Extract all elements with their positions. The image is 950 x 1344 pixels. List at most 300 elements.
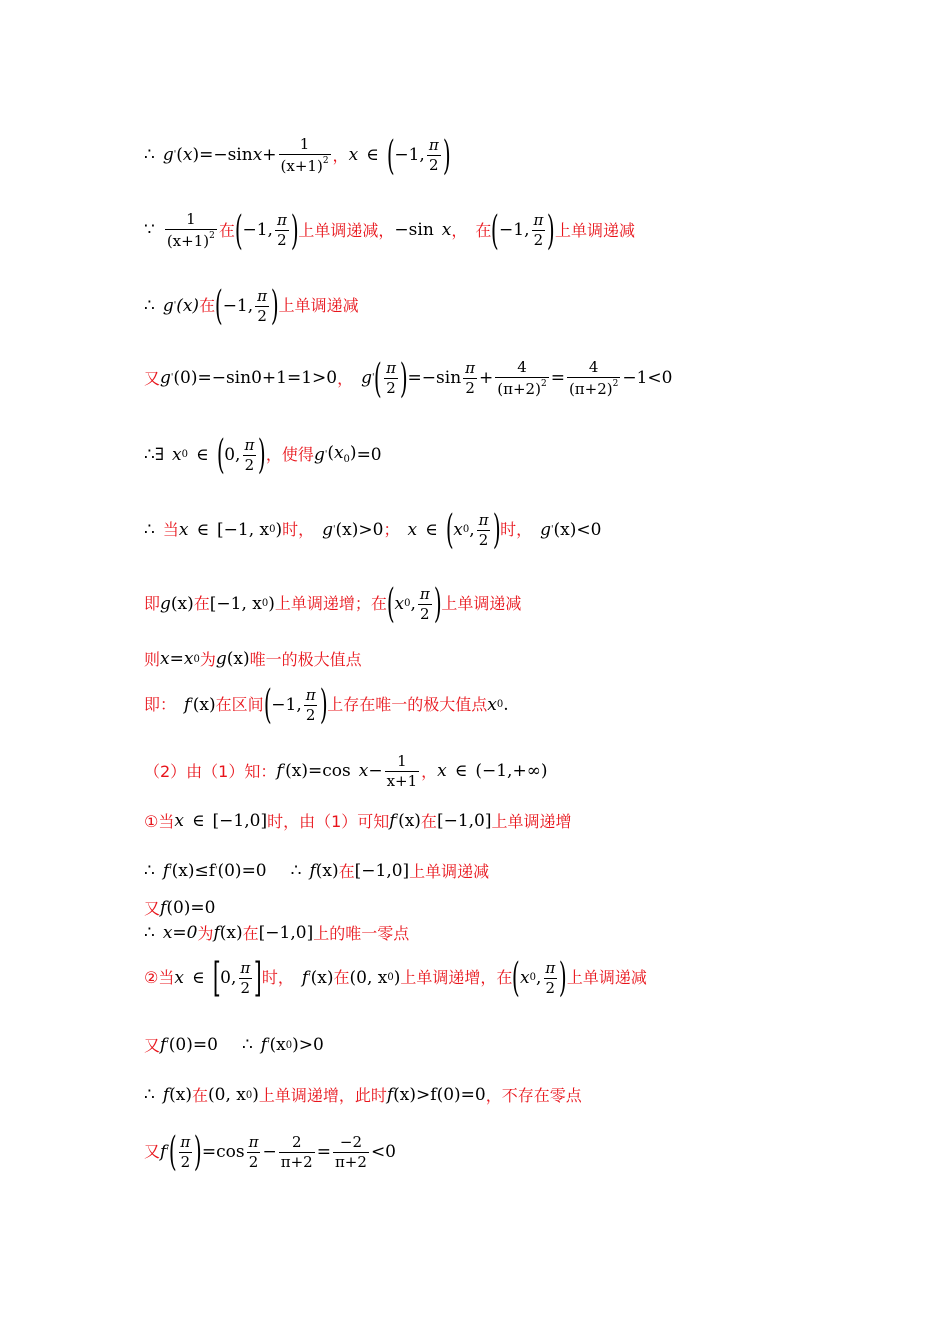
line-5	[144, 432, 382, 478]
because-symbol: ∵	[144, 220, 155, 240]
numerator: −2	[339, 1132, 362, 1151]
x: x	[178, 519, 189, 540]
fraction	[385, 754, 420, 789]
text-decreasing: 上单调递减，	[298, 220, 395, 240]
therefore-symbol: ∴	[144, 923, 155, 943]
prime: '	[166, 1146, 169, 1157]
dang: 当	[158, 811, 175, 831]
ji: 即	[144, 594, 161, 613]
plus: +	[262, 145, 277, 165]
denominator: π+2	[334, 1152, 367, 1171]
right-paren: )	[194, 1129, 202, 1175]
x: x	[174, 811, 184, 831]
text-interval: 在区间	[215, 695, 264, 714]
element-of: ∈	[196, 444, 209, 465]
x: x	[358, 761, 369, 781]
pi: π	[305, 685, 316, 704]
line-9	[144, 682, 509, 728]
right-paren: )	[399, 355, 408, 402]
paren-x: (x)	[176, 295, 200, 316]
shi: 时，	[282, 520, 315, 539]
left-paren: (	[374, 355, 383, 402]
plus: +	[479, 368, 494, 388]
zai: 在	[193, 594, 210, 613]
sub0: 0	[245, 1089, 253, 1101]
pi-over-2	[238, 958, 252, 997]
text-decreasing: 上单调递减	[278, 296, 359, 315]
two: 2	[545, 978, 556, 997]
zai: 在	[420, 811, 437, 831]
square: 2	[209, 231, 215, 241]
interval: [−1,0]	[212, 811, 268, 831]
sub0: 0	[387, 972, 394, 983]
left-paren: (	[214, 283, 223, 329]
text-increasing-here: 上单调递增，此时	[258, 1085, 387, 1105]
element-of: ∈	[191, 811, 205, 831]
left-paren: (	[216, 432, 225, 478]
pi-over-2	[427, 138, 441, 173]
shi: 时，	[261, 968, 294, 987]
right-paren: )	[319, 682, 328, 728]
line-18	[144, 1129, 396, 1175]
pi: π	[465, 359, 476, 377]
f: f	[260, 1035, 268, 1055]
prime: '	[308, 972, 311, 983]
zai: 在	[199, 296, 216, 315]
prime: '	[324, 449, 328, 460]
pi: π	[257, 286, 268, 305]
text-decreasing: 上单调递减	[566, 968, 647, 987]
fraction	[165, 212, 217, 249]
paren-x0: (x	[269, 1035, 286, 1055]
text-no-zero: ，不存在零点	[485, 1085, 582, 1105]
line-10	[144, 754, 548, 789]
two: 2	[428, 156, 439, 174]
denominator: x+1	[386, 772, 418, 790]
den-text: (π+2)	[568, 380, 613, 398]
minus-one: −1,	[394, 145, 425, 165]
interval: [−1,0]	[436, 811, 492, 831]
you: 又	[144, 368, 161, 388]
interval: (0, x	[208, 1085, 246, 1105]
two: 2	[533, 231, 544, 249]
g: g	[540, 519, 552, 540]
equals: =	[316, 1141, 331, 1162]
pi-over-2	[477, 510, 491, 549]
circled-1: ①	[144, 811, 159, 831]
line-3	[144, 283, 359, 329]
right-paren: )	[258, 432, 267, 478]
text-unique-max: 上存在唯一的极大值点	[327, 695, 488, 714]
interval: [−1, x	[217, 519, 270, 540]
pi: π	[428, 136, 439, 154]
fraction	[279, 137, 331, 174]
denominator	[495, 377, 548, 397]
tail: <0	[370, 1141, 396, 1162]
text-decreasing: 上单调递减	[441, 594, 522, 613]
minus-one: −1,	[222, 295, 254, 316]
wei: 为	[199, 649, 216, 669]
sub0: 0	[343, 454, 350, 465]
close-paren: )	[268, 593, 275, 614]
shi: 时，	[500, 520, 533, 539]
line-7: 即 g (x) 在 [−1, x 0 ) 上单调递增；在 ( x 0 , $\frac{\pi}{2}$ ) 上单调递减	[144, 581, 522, 627]
expr: (0)=0	[436, 1085, 486, 1105]
line-14	[144, 925, 409, 942]
left-bracket: [	[212, 955, 221, 1001]
pi-over-2	[242, 435, 256, 474]
semicolon: ；	[383, 520, 400, 539]
g: g	[160, 368, 171, 388]
expr: x=x	[160, 649, 194, 669]
minus: −	[262, 1141, 277, 1162]
sub0: 0	[269, 524, 276, 535]
expr: (x)>0	[335, 519, 384, 540]
numerator: 4	[517, 358, 527, 376]
g: g	[160, 593, 171, 614]
minus-one: −1,	[271, 694, 302, 715]
prime: '	[371, 373, 375, 383]
x: x	[407, 519, 418, 540]
therefore-symbol: ∴	[144, 145, 155, 165]
left-paren: (	[168, 1129, 177, 1175]
sub0: 0	[462, 524, 470, 535]
prime: '	[173, 150, 177, 160]
right-paren: )	[547, 207, 556, 254]
pi: π	[240, 958, 251, 977]
close-paren: )	[393, 967, 401, 988]
dang: 当	[158, 968, 175, 987]
pi: π	[244, 435, 255, 454]
pi-over-2	[418, 584, 432, 623]
two: 2	[277, 231, 287, 249]
you: 又	[144, 1035, 161, 1055]
two: 2	[257, 306, 267, 325]
x: x	[333, 443, 344, 463]
pi-over-2	[255, 286, 269, 325]
den-text: (π+2)	[497, 380, 541, 398]
fraction	[495, 360, 548, 397]
paren-x: (x)	[170, 593, 194, 614]
minus-one: −1,	[499, 220, 530, 240]
two: 2	[180, 1152, 191, 1171]
element-of: ∈	[366, 145, 379, 165]
expr: (0)=0	[166, 898, 216, 918]
x: x	[487, 694, 497, 715]
zai: 在	[475, 220, 492, 240]
paren-x: (x)	[176, 145, 200, 165]
pi: π	[545, 958, 556, 977]
f: f	[162, 1085, 170, 1105]
line-15: ② 当 x ∈ [ 0, $\frac{\pi}{2}$ ] 时， f ' (x) 在 (0, x 0 ) 上单调递增，在 ( x 0 , $\frac{\pi}{2}$ ) 上单调递减	[144, 955, 647, 1001]
expr: (x)>f	[393, 1085, 437, 1105]
two: 2	[244, 455, 255, 474]
therefore-symbol: ∴	[241, 1035, 253, 1055]
denominator	[165, 229, 217, 249]
close-paren: )	[275, 519, 283, 540]
prime: '	[169, 866, 172, 876]
left-paren: (	[263, 682, 272, 728]
expr-cos: (x)=cos	[285, 761, 351, 781]
zai: 在	[218, 220, 235, 240]
pi-over-2	[247, 1132, 261, 1171]
sub0: 0	[181, 449, 189, 460]
line-4	[144, 355, 673, 402]
zero: 0,	[224, 444, 241, 465]
text-max-point: 唯一的极大值点	[249, 649, 362, 669]
equals: =	[550, 368, 565, 388]
prime: '	[267, 1040, 270, 1050]
line-6: ∴ 当 x ∈ [−1, x 0 ) 时， g ' (x)>0 ； x ∈ ( x 0 , $\frac{\pi}{2}$ ) 时， g ' (x)<0	[144, 507, 602, 553]
right-paren: )	[270, 283, 279, 329]
minus: −	[368, 761, 383, 781]
prime: '	[395, 816, 399, 826]
two: 2	[465, 379, 475, 397]
text-unique-zero: 上的唯一零点	[313, 923, 410, 943]
denominator: π+2	[280, 1152, 313, 1171]
sub0: 0	[285, 1039, 293, 1051]
text-increasing: 上单调递增；在	[274, 594, 387, 613]
pi: π	[276, 211, 287, 229]
text-decreasing: 上单调递减	[554, 220, 635, 240]
comma: ，	[332, 145, 349, 165]
paren-x: (x)	[226, 649, 250, 669]
left-paren: (	[491, 207, 500, 254]
tail: −1<0	[622, 368, 673, 388]
ze: 则	[144, 649, 161, 669]
interval: (0, x	[349, 967, 388, 988]
element-of: ∈	[191, 967, 205, 988]
two: 2	[386, 379, 396, 397]
pi-over-2	[178, 1132, 192, 1171]
f: f	[160, 1035, 167, 1055]
zai: 在	[191, 1085, 208, 1105]
paren-x: (x)	[219, 923, 243, 943]
you: 又	[144, 1142, 161, 1161]
sub0: 0	[193, 653, 200, 665]
pi: π	[180, 1132, 191, 1151]
paren-x: (x)	[192, 694, 216, 715]
line-11	[144, 813, 572, 830]
prime: '	[166, 1040, 169, 1050]
x: x	[252, 145, 263, 165]
two: 2	[478, 530, 489, 549]
g: g	[361, 368, 372, 388]
pi-over-2	[463, 361, 477, 396]
text-increasing: 上单调递增，在	[400, 968, 513, 987]
sub0: 0	[529, 972, 536, 983]
x: x	[437, 761, 447, 781]
f: f	[160, 1141, 167, 1162]
minus-one: −1,	[242, 220, 273, 240]
paren-x0: $(x_0)$	[327, 443, 357, 465]
therefore-symbol: ∴	[144, 519, 155, 540]
square: 2	[612, 379, 619, 389]
denominator	[567, 377, 620, 397]
f: f	[276, 761, 283, 781]
f: f	[386, 1085, 394, 1105]
you: 又	[144, 898, 161, 918]
f: f	[213, 923, 220, 943]
comma: ，	[451, 220, 468, 240]
den-text: (x+1)	[280, 157, 323, 175]
tail: =0	[356, 444, 382, 465]
fraction	[567, 360, 620, 397]
pi-over-2	[531, 213, 545, 248]
fraction	[279, 1132, 315, 1171]
prime: '	[551, 524, 554, 535]
text-from-1: 时，由（1）可知	[267, 811, 390, 831]
right-paren: )	[492, 507, 501, 553]
fraction	[333, 1132, 369, 1171]
circled-2: ②	[144, 968, 159, 987]
comma: ，	[337, 368, 354, 388]
comma: ，	[421, 761, 438, 781]
expr: (x)≤f	[171, 861, 215, 881]
interval: [−1, x	[209, 593, 262, 614]
element-of: ∈	[425, 519, 438, 540]
interval: (−1,+∞)	[475, 761, 548, 781]
prime: '	[170, 373, 174, 383]
interval: [−1,0]	[258, 923, 314, 943]
therefore-symbol: ∴	[144, 295, 155, 316]
two: 2	[248, 1152, 259, 1171]
pi: π	[248, 1132, 259, 1151]
den-text: (x+1)	[166, 232, 210, 250]
f: f	[184, 694, 191, 715]
prime: '	[282, 766, 286, 776]
line-8	[144, 651, 362, 668]
sub0: 0	[261, 598, 269, 609]
element-of: ∈	[196, 519, 210, 540]
pi-over-2	[543, 958, 557, 997]
period: .	[503, 694, 509, 715]
paren-x: (x)	[310, 967, 334, 988]
sub0: 0	[404, 598, 411, 609]
pi: π	[386, 359, 396, 377]
right-paren: )	[433, 581, 442, 627]
x: x	[172, 444, 182, 465]
numerator: 1	[186, 210, 196, 228]
text-decreasing: 上单调递减	[409, 861, 490, 881]
text-increasing: 上单调递增	[491, 811, 572, 831]
line-12	[144, 863, 489, 880]
paren-x: (x)	[169, 1085, 192, 1105]
right-paren: )	[559, 955, 567, 1001]
pi: π	[533, 211, 544, 229]
x: x	[453, 519, 463, 540]
element-of: ∈	[454, 761, 468, 781]
x: x	[174, 967, 184, 988]
eq-neg-sin: =−sin	[407, 368, 462, 388]
prime: '	[190, 699, 193, 710]
prime: '	[333, 524, 336, 535]
pi: π	[478, 510, 489, 529]
expr-g0: (0)=−sin0+1=1>0	[173, 368, 338, 388]
g: g	[215, 649, 227, 669]
expr: x=0	[162, 923, 198, 943]
left-paren: (	[445, 507, 454, 553]
dang: 当	[162, 520, 179, 539]
neg-sin: −sin	[394, 220, 434, 240]
therefore-symbol: ∴	[290, 861, 302, 881]
two: 2	[240, 978, 251, 997]
line-1	[144, 132, 451, 179]
numerator: 1	[397, 752, 407, 770]
zai: 在	[338, 861, 355, 881]
x: x	[182, 145, 193, 165]
f: f	[160, 898, 167, 918]
left-paren: (	[386, 132, 395, 179]
line-2	[144, 207, 635, 254]
tail: (x)<0	[553, 519, 602, 540]
right-paren: )	[290, 207, 299, 254]
tail: )>0	[292, 1035, 324, 1055]
denominator	[279, 154, 331, 174]
pi-over-2	[384, 361, 398, 396]
left-paren: (	[234, 207, 243, 254]
f: f	[301, 967, 309, 988]
g: g	[162, 295, 174, 316]
left-paren: (	[386, 581, 395, 627]
pi-over-2	[275, 213, 289, 248]
two: 2	[420, 604, 430, 623]
numerator: 4	[588, 358, 599, 376]
pi-over-2	[304, 685, 318, 724]
close-paren: )	[252, 1085, 259, 1105]
therefore-symbol: ∴	[144, 861, 155, 881]
f: f	[309, 861, 316, 881]
line-17	[144, 1087, 582, 1104]
right-paren: )	[442, 132, 451, 179]
g: g	[313, 444, 325, 465]
line-16	[144, 1037, 324, 1054]
expr: (0)=0	[168, 1035, 218, 1055]
part-2-heading: （2）由（1）知：	[144, 761, 277, 781]
text-such-that: ，使得	[265, 445, 314, 464]
interval: [−1,0]	[354, 861, 410, 881]
g: g	[162, 145, 174, 165]
x: x	[348, 145, 359, 165]
prime: '	[215, 866, 218, 876]
prime: '	[173, 300, 177, 311]
pi: π	[419, 584, 430, 603]
zai: 在	[242, 923, 259, 943]
square: 2	[322, 156, 329, 166]
wei: 为	[197, 923, 214, 943]
eq-cos: =cos	[201, 1141, 245, 1162]
f: f	[389, 811, 396, 831]
two: 2	[305, 705, 316, 724]
x: x	[441, 220, 452, 240]
left-paren: (	[512, 955, 521, 1001]
exists-symbol: ∴∃	[144, 444, 165, 465]
paren-x: (x)	[398, 811, 421, 831]
zero: 0,	[220, 967, 237, 988]
ji: 即：	[144, 695, 177, 714]
numerator: 2	[291, 1132, 302, 1151]
zai: 在	[333, 968, 350, 987]
paren-x: (x)	[315, 861, 339, 881]
f: f	[162, 861, 170, 881]
expr: (0)=0	[217, 861, 267, 881]
eq-neg-sin: =−sin	[199, 145, 253, 165]
square: 2	[540, 379, 547, 389]
right-bracket: ]	[254, 955, 262, 1001]
g: g	[322, 519, 334, 540]
sub0: 0	[496, 699, 504, 710]
line-13	[144, 900, 215, 917]
